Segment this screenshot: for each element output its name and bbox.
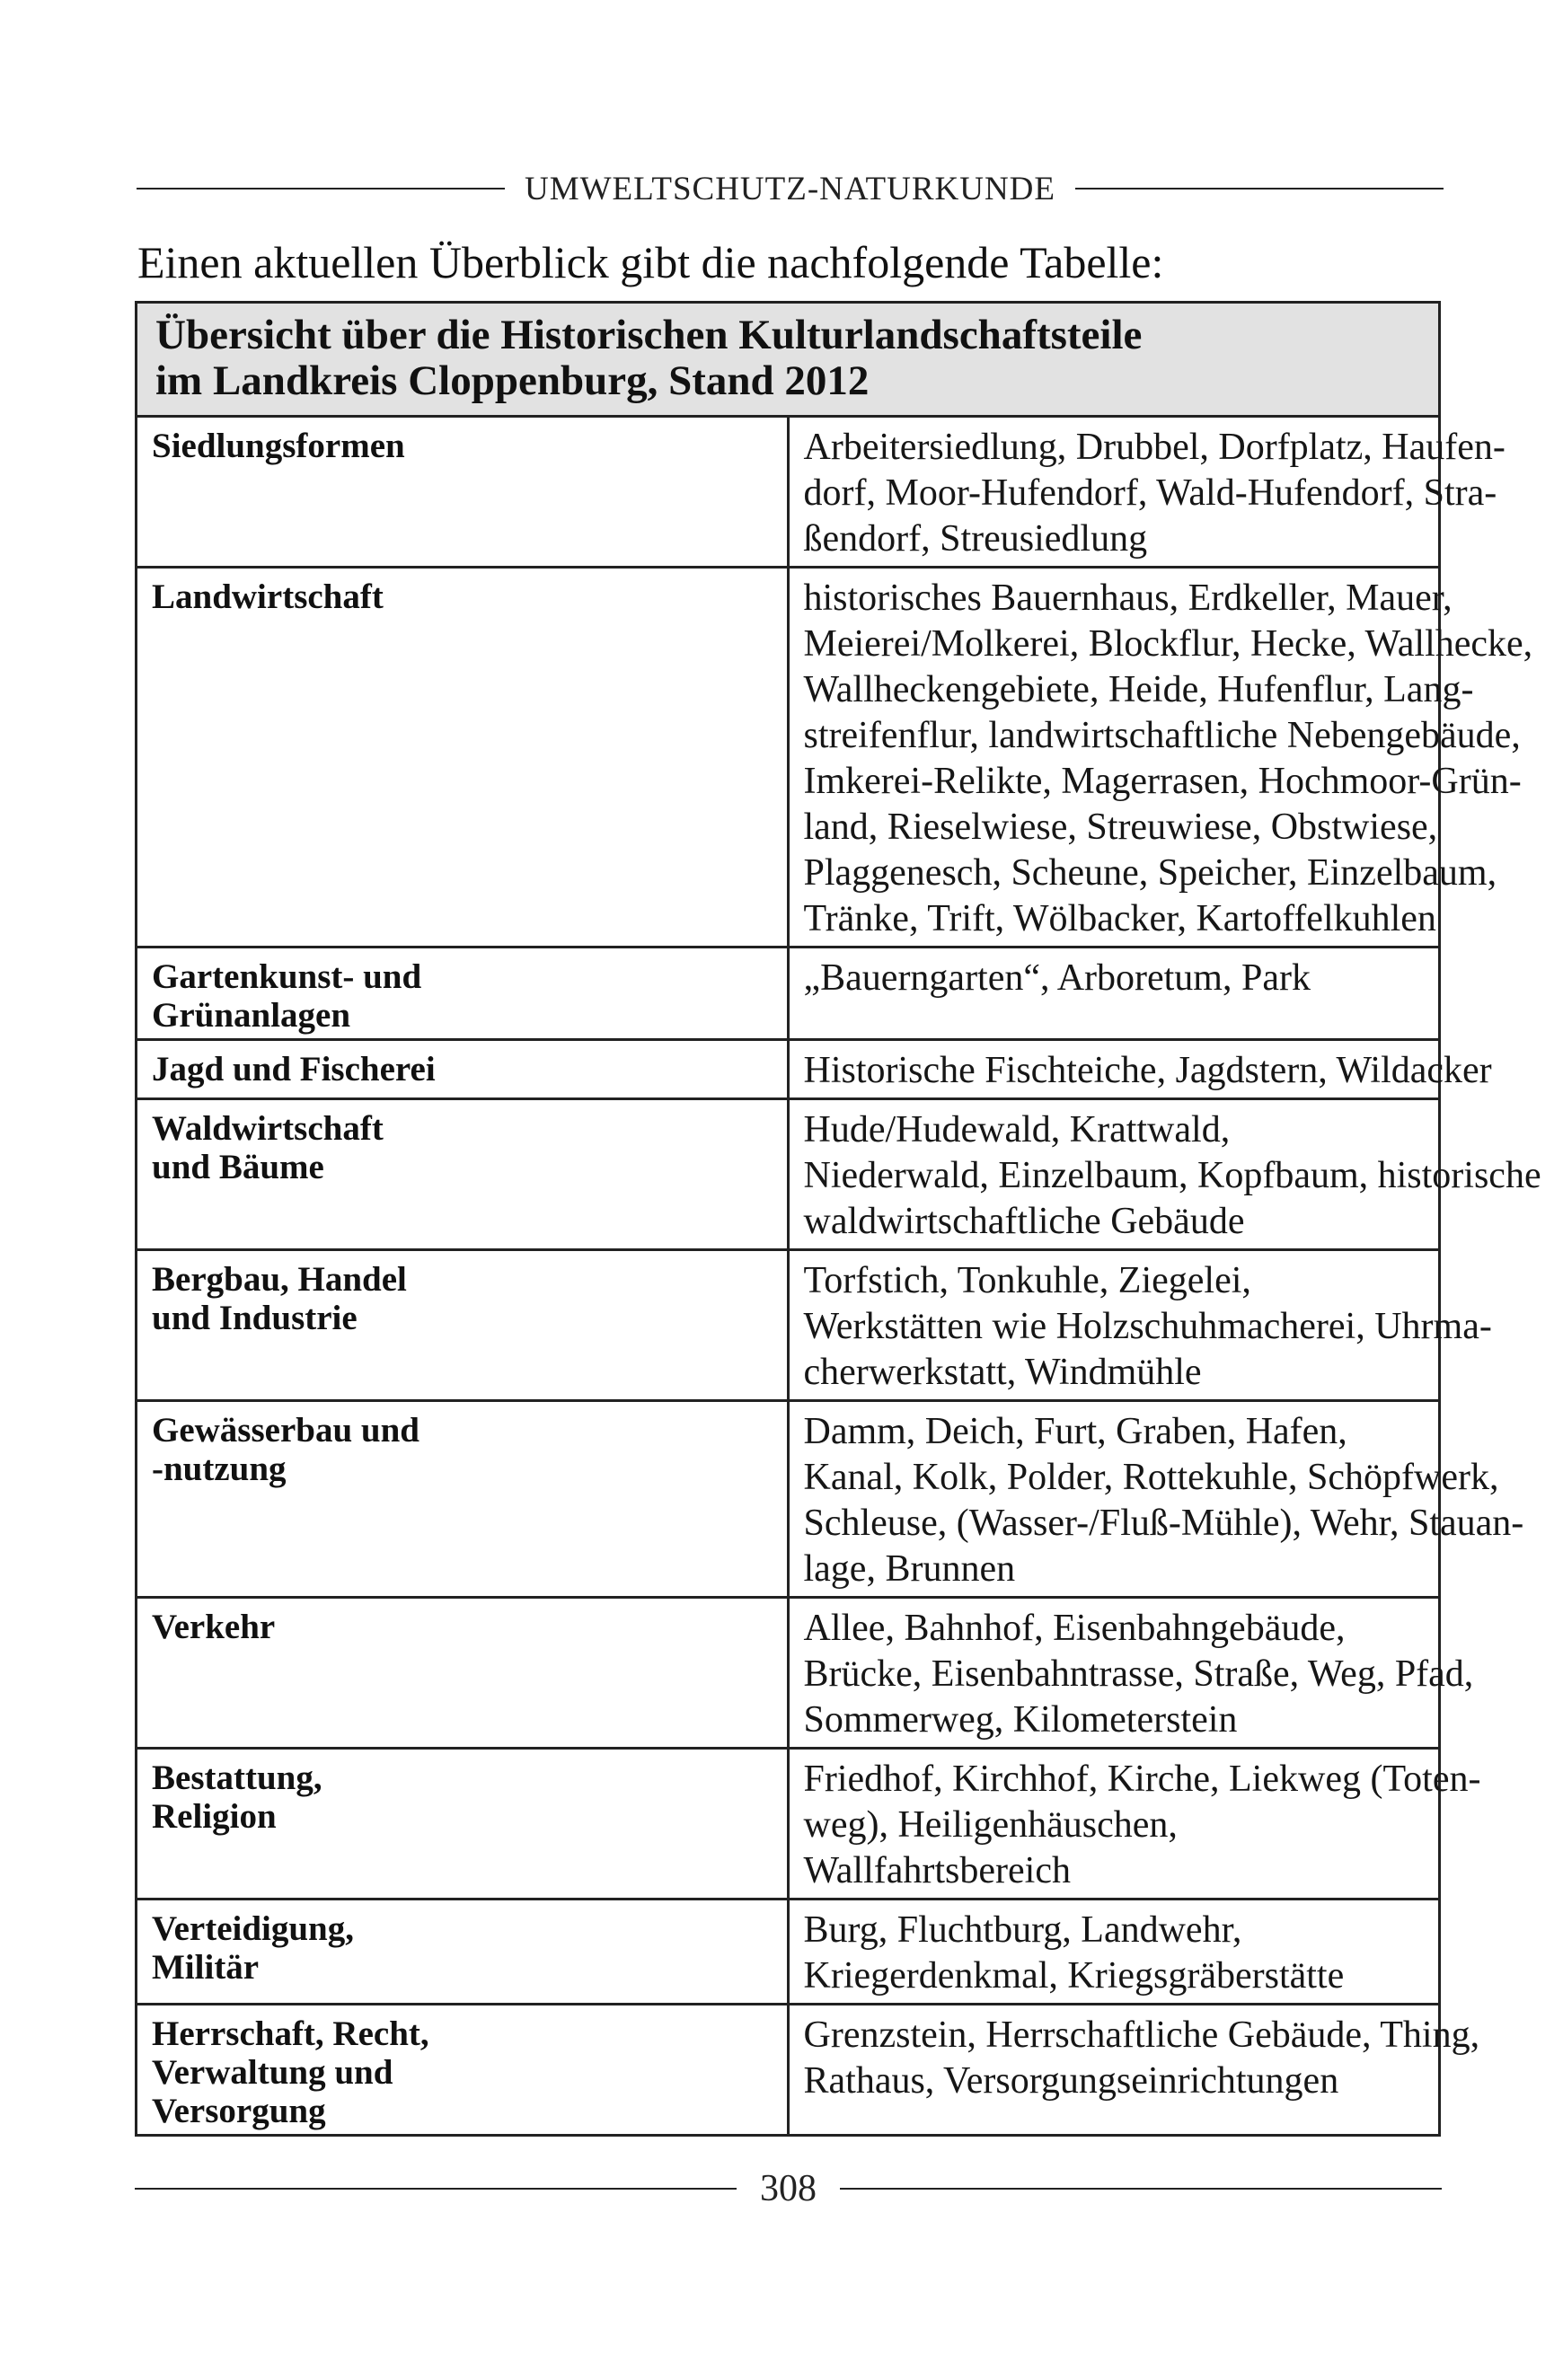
category-label: Verkehr	[152, 1608, 276, 1646]
items-text: dorf, Moor-Hufendorf, Wald-Hufendorf, Stra-	[803, 472, 1497, 514]
table-row	[137, 568, 1440, 948]
category-label: Grünanlagen	[152, 996, 351, 1035]
category-label: Herrschaft, Recht,	[152, 2014, 429, 2053]
category-cell	[137, 1900, 789, 2005]
table-title-row	[137, 303, 1440, 417]
items-text: Meierei/Molkerei, Blockflur, Hecke, Wallhecke,	[803, 623, 1533, 665]
category-cell	[137, 1250, 789, 1401]
items-text: Arbeitersiedlung, Drubbel, Dorfplatz, Haufen-	[803, 427, 1506, 468]
category-label: Bestattung,	[152, 1759, 322, 1797]
items-text: Wallfahrtsbereich	[803, 1850, 1071, 1891]
items-cell	[788, 1749, 1481, 1900]
items-text: streifenflur, landwirtschaftliche Nebengebäude,	[803, 715, 1521, 756]
category-label: Gartenkunst- und	[152, 957, 422, 996]
items-text: Rathaus, Versorgungseinrichtungen	[803, 2060, 1339, 2102]
table-row	[137, 1900, 1440, 2005]
items-cell	[788, 1598, 1474, 1749]
table-title-line: Übersicht über die Historischen Kulturlandschaftsteile	[155, 312, 1143, 358]
category-cell	[137, 948, 789, 1040]
category-cell	[137, 568, 789, 948]
items-text: weg), Heiligenhäuschen,	[803, 1804, 1178, 1846]
items-text: Grenzstein, Herrschaftliche Gebäude, Thing,	[803, 2014, 1480, 2056]
category-label: Verteidigung,	[152, 1909, 354, 1948]
table-title	[137, 303, 1440, 417]
category-cell	[137, 1099, 789, 1250]
table-row	[137, 1598, 1440, 1749]
items-text: ßendorf, Streusiedlung	[803, 518, 1148, 560]
landscape-table	[135, 301, 1541, 2137]
table-row	[137, 1040, 1440, 1099]
page-footer	[135, 2166, 1442, 2211]
items-cell	[788, 2005, 1480, 2136]
items-cell	[788, 568, 1533, 948]
items-text: Sommerweg, Kilometerstein	[803, 1699, 1238, 1741]
items-text: Niederwald, Einzelbaum, Kopfbaum, historische	[803, 1155, 1541, 1196]
category-cell	[137, 417, 789, 568]
items-cell	[788, 1040, 1492, 1099]
table-row	[137, 2005, 1440, 2136]
items-text: Kanal, Kolk, Polder, Rottekuhle, Schöpfwerk,	[803, 1457, 1499, 1498]
items-text: lage, Brunnen	[803, 1548, 1016, 1590]
category-label: Landwirtschaft	[152, 577, 384, 616]
items-text: Brücke, Eisenbahntrasse, Straße, Weg, Pfad,	[803, 1653, 1474, 1695]
footer-rule-right	[840, 2188, 1442, 2190]
items-cell	[788, 1250, 1492, 1401]
category-cell	[137, 1040, 789, 1099]
items-text: Allee, Bahnhof, Eisenbahngebäude,	[803, 1608, 1346, 1649]
category-label: Bergbau, Handel	[152, 1260, 407, 1299]
items-text: Friedhof, Kirchhof, Kirche, Liekweg (Toten-	[803, 1759, 1481, 1800]
category-label: Militär	[152, 1948, 260, 1987]
items-text: Historische Fischteiche, Jagdstern, Wildacker	[803, 1050, 1492, 1091]
category-cell	[137, 2005, 789, 2136]
category-cell	[137, 1598, 789, 1749]
items-cell	[788, 417, 1506, 568]
items-cell	[788, 948, 1440, 1040]
category-cell	[137, 1401, 789, 1598]
running-title: UMWELTSCHUTZ-NATURKUNDE	[525, 170, 1055, 207]
items-text: Werkstätten wie Holzschuhmacherei, Uhrma-	[803, 1306, 1492, 1347]
category-label: und Bäume	[152, 1148, 324, 1186]
category-label: Siedlungsformen	[152, 427, 405, 465]
category-label: und Industrie	[152, 1299, 358, 1337]
table-title-line: im Landkreis Cloppenburg, Stand 2012	[155, 357, 870, 404]
items-text: Torfstich, Tonkuhle, Ziegelei,	[803, 1260, 1251, 1301]
category-label: Verwaltung und	[152, 2053, 393, 2092]
items-text: land, Rieselwiese, Streuwiese, Obstwiese,	[803, 807, 1438, 848]
items-cell	[788, 1401, 1524, 1598]
table-row	[137, 1401, 1440, 1598]
items-text: Schleuse, (Wasser-/Fluß-Mühle), Wehr, Stauan-	[803, 1503, 1524, 1544]
category-label: Religion	[152, 1797, 277, 1836]
table-body	[137, 303, 1541, 2136]
table-row	[137, 1250, 1440, 1401]
items-text: Damm, Deich, Furt, Graben, Hafen,	[803, 1411, 1347, 1452]
items-cell	[788, 1900, 1440, 2005]
items-text: cherwerkstatt, Windmühle	[803, 1352, 1202, 1393]
items-text: Burg, Fluchtburg, Landwehr,	[803, 1909, 1242, 1951]
items-cell	[788, 1099, 1541, 1250]
page-number: 308	[760, 2168, 817, 2209]
category-label: Jagd und Fischerei	[152, 1050, 436, 1089]
category-label: Waldwirtschaft	[152, 1109, 384, 1148]
items-text: Kriegerdenkmal, Kriegsgräberstätte	[803, 1955, 1345, 1997]
footer-rule-left	[135, 2188, 737, 2190]
category-label: -nutzung	[152, 1450, 287, 1488]
items-text: historisches Bauernhaus, Erdkeller, Mauer,	[803, 577, 1453, 619]
table-row	[137, 417, 1440, 568]
table-row	[137, 1099, 1440, 1250]
items-text: Tränke, Trift, Wölbacker, Kartoffelkuhlen	[803, 898, 1436, 939]
table-row	[137, 948, 1440, 1040]
category-label: Versorgung	[152, 2092, 326, 2130]
items-text: Hude/Hudewald, Krattwald,	[803, 1109, 1231, 1150]
category-label: Gewässerbau und	[152, 1411, 419, 1450]
table-row	[137, 1749, 1440, 1900]
category-cell	[137, 1749, 789, 1900]
header-rule-left	[137, 188, 505, 190]
header-rule-right	[1075, 188, 1444, 190]
items-text: „Bauerngarten“, Arboretum, Park	[803, 957, 1311, 999]
running-header	[137, 169, 1444, 208]
items-text: Plaggenesch, Scheune, Speicher, Einzelbaum,	[803, 852, 1497, 894]
items-text: Wallheckengebiete, Heide, Hufenflur, Lang-	[803, 669, 1474, 710]
intro-text: Einen aktuellen Überblick gibt die nachfolgende Tabelle:	[137, 237, 1164, 287]
items-text: waldwirtschaftliche Gebäude	[803, 1201, 1245, 1242]
items-text: Imkerei-Relikte, Magerrasen, Hochmoor-Grün-	[803, 761, 1522, 802]
